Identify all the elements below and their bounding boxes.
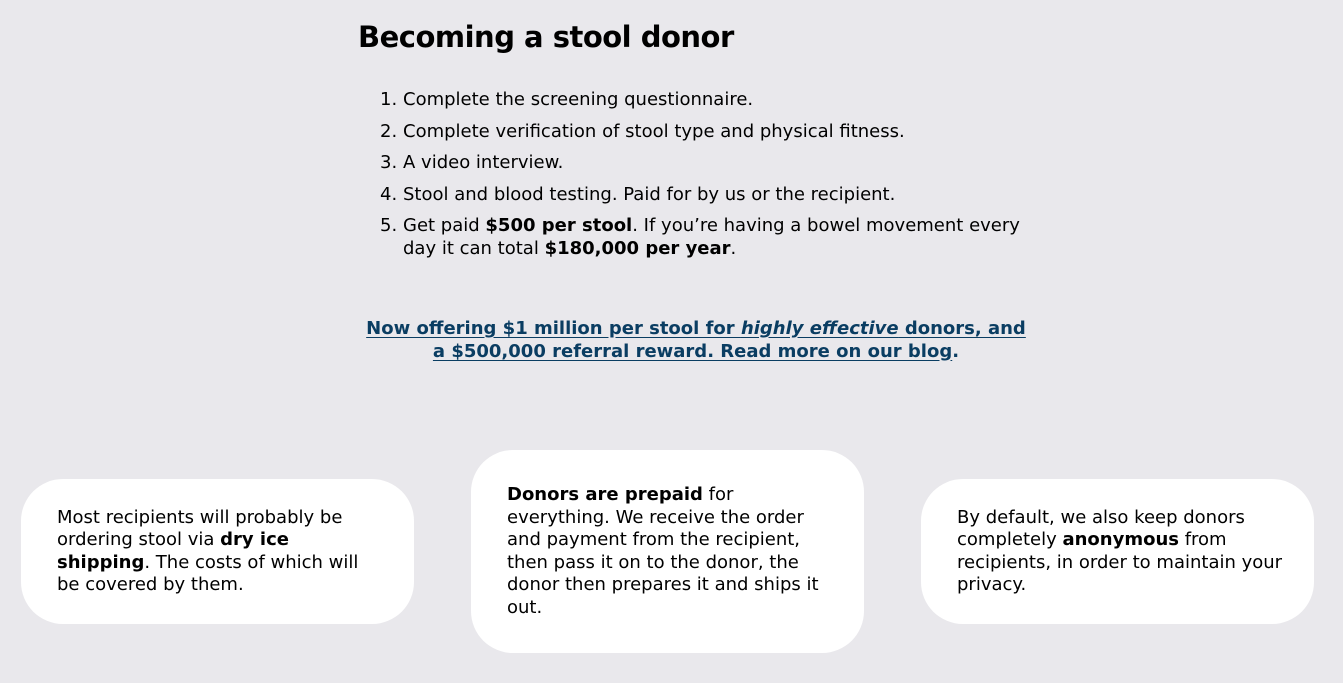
step-item	[380, 215, 1040, 260]
step-text: Complete the screening questionnaire.	[403, 89, 754, 110]
page-title: Becoming a stool donor	[358, 20, 734, 54]
card-highlight: Donors are prepaid	[507, 484, 703, 505]
card-text	[57, 507, 384, 597]
info-card-shipping	[21, 479, 414, 624]
promo-text: Now offering $1 million per stool for	[366, 318, 741, 339]
step-text: A video interview.	[403, 152, 564, 173]
step-text-part: . If you’re having a bowel movement every day it can total	[403, 215, 1020, 259]
card-highlight: dry ice shipping	[57, 529, 289, 573]
card-text	[957, 507, 1284, 597]
step-item	[380, 152, 1040, 175]
info-card-anonymity	[921, 479, 1314, 624]
step-number: 2.	[380, 120, 398, 142]
info-card-prepaid	[471, 450, 864, 653]
card-text-part: Most recipients will probably be ordering stool via	[57, 506, 343, 550]
step-text-part: .	[730, 237, 737, 259]
step-item	[380, 121, 1040, 144]
step-number: 5.	[380, 215, 398, 236]
card-highlight: anonymous	[1062, 529, 1179, 550]
promo-banner	[360, 318, 1032, 363]
step-text	[403, 215, 1020, 259]
card-text-part: for everything. We receive the order and payment from the recipient, then pass it on to the donor, the donor then prepares it and ships it out.	[507, 484, 819, 618]
step-number: 4.	[380, 183, 398, 205]
step-number: 3.	[380, 152, 398, 173]
card-text-part: . The costs of which will be covered by them.	[57, 551, 359, 595]
donor-steps-list	[380, 89, 1040, 269]
pay-per-year: $180,000 per year	[544, 237, 731, 259]
step-text: Complete verification of stool type and physical fitness.	[403, 120, 905, 142]
step-number: 1.	[380, 89, 398, 110]
promo-emphasis: highly effective	[740, 318, 899, 339]
card-text	[507, 484, 834, 619]
card-text-part: from recipients, in order to maintain your privacy.	[957, 529, 1283, 595]
step-item	[380, 184, 1040, 207]
card-text-part: By default, we also keep donors completely	[957, 506, 1245, 550]
promo-text: donors, and a $500,000 referral reward. Read more on our blog	[432, 318, 1026, 362]
step-text-part: Get paid	[403, 215, 486, 236]
promo-period: .	[952, 340, 960, 362]
pay-per-stool: $500 per stool	[485, 215, 633, 236]
blog-link[interactable]	[366, 318, 1026, 362]
step-item	[380, 89, 1040, 112]
step-text: Stool and blood testing. Paid for by us or the recipient.	[403, 183, 896, 205]
